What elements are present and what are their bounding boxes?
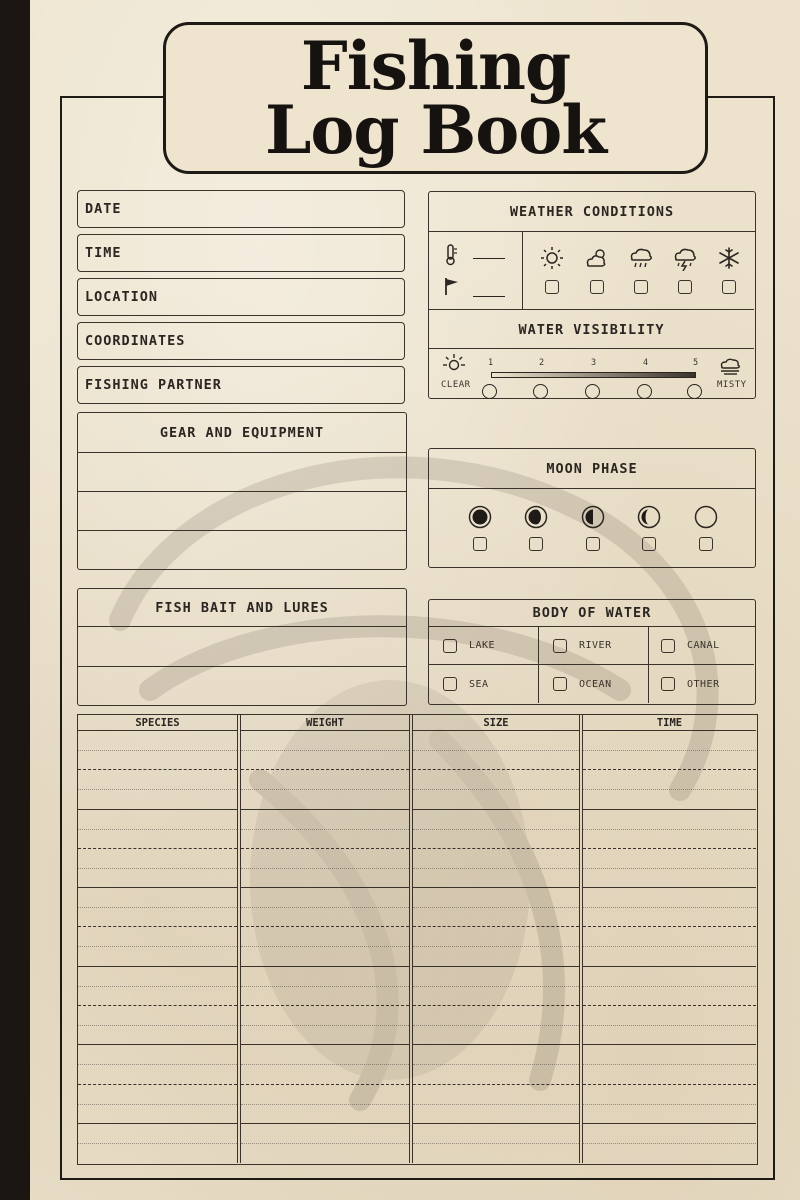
half-moon-icon — [581, 505, 605, 529]
table-cell[interactable] — [78, 1045, 237, 1084]
cell-dotted-guide — [78, 810, 237, 830]
table-cell[interactable] — [241, 1124, 409, 1163]
scale-2-label: 2 — [539, 358, 545, 368]
column-header-weight: WEIGHT — [241, 715, 409, 731]
cell-dotted-guide — [583, 810, 756, 830]
bait-section — [77, 588, 407, 706]
cell-dotted-guide — [78, 1045, 237, 1065]
coordinates-field[interactable] — [77, 322, 405, 360]
temp-wind-cell — [429, 232, 523, 309]
cell-dotted-guide — [241, 927, 409, 947]
option-ocean[interactable] — [539, 665, 649, 703]
scale-4-label: 4 — [643, 358, 649, 368]
table-cell[interactable] — [78, 1085, 237, 1124]
sea-label: SEA — [469, 678, 489, 690]
title-banner — [163, 22, 708, 174]
table-cell[interactable] — [583, 731, 756, 770]
cell-dotted-guide — [583, 888, 756, 908]
cell-dotted-guide — [583, 849, 756, 869]
table-cell[interactable] — [241, 888, 409, 927]
catch-table — [77, 714, 758, 1165]
table-cell[interactable] — [78, 927, 237, 966]
table-cell[interactable] — [413, 967, 579, 1006]
misty-label: MISTY — [717, 380, 747, 390]
other-label: OTHER — [687, 678, 720, 690]
weather-row — [429, 232, 754, 310]
weather-header — [429, 192, 755, 232]
book-spine — [0, 0, 30, 1200]
cell-dotted-guide — [413, 1085, 579, 1105]
table-cell[interactable] — [413, 1124, 579, 1163]
cell-dotted-guide — [413, 1045, 579, 1065]
storm-checkbox[interactable] — [678, 280, 692, 294]
visibility-radio-5[interactable] — [687, 384, 702, 399]
cell-dotted-guide — [583, 1045, 756, 1065]
weather-section — [428, 191, 756, 399]
snowflake-icon — [717, 246, 741, 270]
scale-5-label: 5 — [693, 358, 699, 368]
wind-blank[interactable] — [473, 296, 505, 297]
waxing-moon-checkbox[interactable] — [529, 537, 543, 551]
cell-dotted-guide — [241, 770, 409, 790]
lake-checkbox[interactable] — [443, 639, 457, 653]
cell-dotted-guide — [583, 1124, 756, 1144]
canal-checkbox[interactable] — [661, 639, 675, 653]
table-cell[interactable] — [241, 849, 409, 888]
visibility-radio-4[interactable] — [637, 384, 652, 399]
option-sea[interactable] — [429, 665, 539, 703]
table-cell[interactable] — [413, 1085, 579, 1124]
ocean-label: OCEAN — [579, 678, 612, 690]
cell-dotted-guide — [78, 967, 237, 987]
new-moon-icon — [694, 505, 718, 529]
gear-header — [78, 413, 406, 453]
table-cell[interactable] — [583, 1045, 756, 1084]
half-moon-checkbox[interactable] — [586, 537, 600, 551]
location-label: LOCATION — [85, 289, 159, 305]
table-cell[interactable] — [583, 810, 756, 849]
river-checkbox[interactable] — [553, 639, 567, 653]
column-weight — [241, 715, 413, 1163]
column-header-time: TIME — [583, 715, 756, 731]
bait-line[interactable] — [78, 667, 406, 704]
crescent-moon-checkbox[interactable] — [642, 537, 656, 551]
column-header-species: SPECIES — [78, 715, 237, 731]
title-line-2: Log Book — [264, 91, 607, 169]
table-cell[interactable] — [583, 849, 756, 888]
table-cell[interactable] — [583, 1085, 756, 1124]
sea-checkbox[interactable] — [443, 677, 457, 691]
cell-dotted-guide — [583, 770, 756, 790]
fishing-partner-label: FISHING PARTNER — [85, 377, 222, 393]
fishing-partner-field[interactable] — [77, 366, 405, 404]
fog-misty-icon — [717, 356, 743, 376]
cell-dotted-guide — [583, 1006, 756, 1026]
cell-dotted-guide — [78, 770, 237, 790]
visibility-radio-2[interactable] — [533, 384, 548, 399]
new-moon-checkbox[interactable] — [699, 537, 713, 551]
river-label: RIVER — [579, 640, 612, 651]
storm-icon — [672, 245, 698, 271]
cell-dotted-guide — [413, 770, 579, 790]
table-cell[interactable] — [241, 927, 409, 966]
gear-line[interactable] — [78, 531, 406, 568]
table-cell[interactable] — [413, 810, 579, 849]
cell-dotted-guide — [413, 731, 579, 751]
cell-dotted-guide — [78, 849, 237, 869]
full-moon-checkbox[interactable] — [473, 537, 487, 551]
cell-dotted-guide — [241, 1006, 409, 1026]
title-line-1: Fishing — [300, 27, 571, 105]
table-cell[interactable] — [583, 927, 756, 966]
gear-section — [77, 412, 407, 570]
bait-line[interactable] — [78, 627, 406, 667]
weather-label: WEATHER CONDITIONS — [509, 203, 675, 220]
waxing-moon-icon — [524, 505, 548, 529]
cell-dotted-guide — [241, 849, 409, 869]
water-body-header — [429, 600, 755, 627]
cell-dotted-guide — [241, 967, 409, 987]
table-cell[interactable] — [78, 1124, 237, 1163]
wind-flag-icon — [443, 276, 461, 296]
cell-dotted-guide — [78, 1006, 237, 1026]
table-cell[interactable] — [413, 849, 579, 888]
cell-dotted-guide — [583, 967, 756, 987]
cell-dotted-guide — [583, 927, 756, 947]
moon-header — [429, 449, 755, 489]
cell-dotted-guide — [583, 1085, 756, 1105]
visibility-gradient-bar — [491, 372, 696, 378]
cell-dotted-guide — [413, 849, 579, 869]
cell-dotted-guide — [413, 1124, 579, 1144]
gear-line[interactable] — [78, 453, 406, 492]
moon-label: MOON PHASE — [546, 460, 638, 477]
gear-line[interactable] — [78, 492, 406, 531]
water-body-grid — [429, 627, 754, 703]
cell-dotted-guide — [78, 731, 237, 751]
table-cell[interactable] — [78, 888, 237, 927]
crescent-moon-icon — [637, 505, 661, 529]
table-cell[interactable] — [241, 810, 409, 849]
partly-cloudy-icon — [584, 246, 610, 270]
table-cell[interactable] — [241, 967, 409, 1006]
catch-table-columns — [78, 715, 756, 1163]
water-body-label: BODY OF WATER — [532, 605, 652, 621]
clear-label: CLEAR — [441, 380, 471, 390]
column-species — [78, 715, 241, 1163]
column-header-size: SIZE — [413, 715, 579, 731]
cell-dotted-guide — [241, 1124, 409, 1144]
date-label: DATE — [85, 201, 122, 217]
table-cell[interactable] — [583, 770, 756, 809]
option-river[interactable] — [539, 627, 649, 665]
sun-clear-icon — [443, 354, 465, 374]
cell-dotted-guide — [413, 1006, 579, 1026]
lake-label: LAKE — [469, 640, 496, 651]
table-cell[interactable] — [583, 967, 756, 1006]
table-cell[interactable] — [78, 849, 237, 888]
table-cell[interactable] — [78, 967, 237, 1006]
scale-1-label: 1 — [488, 358, 494, 368]
partly-cloudy-checkbox[interactable] — [590, 280, 604, 294]
location-field[interactable] — [77, 278, 405, 316]
cell-dotted-guide — [241, 810, 409, 830]
snow-checkbox[interactable] — [722, 280, 736, 294]
thermometer-icon — [443, 244, 459, 266]
table-cell[interactable] — [413, 888, 579, 927]
visibility-radio-3[interactable] — [585, 384, 600, 399]
cell-dotted-guide — [583, 731, 756, 751]
sun-icon — [540, 246, 564, 270]
rain-icon — [628, 245, 654, 271]
date-field[interactable] — [77, 190, 405, 228]
table-cell[interactable] — [413, 1045, 579, 1084]
cell-dotted-guide — [413, 967, 579, 987]
column-time — [583, 715, 756, 1163]
cell-dotted-guide — [78, 1085, 237, 1105]
bait-label: FISH BAIT AND LURES — [155, 599, 329, 616]
moon-section — [428, 448, 756, 568]
temperature-blank[interactable] — [473, 258, 505, 259]
table-cell[interactable] — [241, 1045, 409, 1084]
table-cell[interactable] — [583, 888, 756, 927]
time-label: TIME — [85, 245, 122, 261]
full-moon-icon — [468, 505, 492, 529]
table-cell[interactable] — [241, 1085, 409, 1124]
table-cell[interactable] — [583, 1124, 756, 1163]
table-cell[interactable] — [78, 731, 237, 770]
table-cell[interactable] — [413, 731, 579, 770]
table-cell[interactable] — [78, 1006, 237, 1045]
table-cell[interactable] — [241, 731, 409, 770]
table-cell[interactable] — [413, 927, 579, 966]
cell-dotted-guide — [78, 927, 237, 947]
coordinates-label: COORDINATES — [85, 333, 186, 349]
visibility-radio-1[interactable] — [482, 384, 497, 399]
column-size — [413, 715, 583, 1163]
option-lake[interactable] — [429, 627, 539, 665]
cell-dotted-guide — [413, 888, 579, 908]
visibility-scale — [429, 350, 754, 397]
visibility-header — [429, 311, 754, 349]
visibility-label: WATER VISIBILITY — [518, 321, 665, 338]
cell-dotted-guide — [78, 888, 237, 908]
option-canal[interactable] — [649, 627, 754, 665]
sun-checkbox[interactable] — [545, 280, 559, 294]
rain-checkbox[interactable] — [634, 280, 648, 294]
cell-dotted-guide — [413, 927, 579, 947]
table-cell[interactable] — [78, 770, 237, 809]
table-cell[interactable] — [413, 1006, 579, 1045]
cell-dotted-guide — [241, 1045, 409, 1065]
cell-dotted-guide — [241, 731, 409, 751]
cell-dotted-guide — [413, 810, 579, 830]
table-cell[interactable] — [241, 770, 409, 809]
time-field[interactable] — [77, 234, 405, 272]
other-checkbox[interactable] — [661, 677, 675, 691]
cell-dotted-guide — [78, 1124, 237, 1144]
table-cell[interactable] — [241, 1006, 409, 1045]
water-body-section — [428, 599, 756, 705]
canal-label: CANAL — [687, 640, 720, 651]
table-cell[interactable] — [583, 1006, 756, 1045]
cell-dotted-guide — [241, 1085, 409, 1105]
cell-dotted-guide — [241, 888, 409, 908]
option-other[interactable] — [649, 665, 754, 703]
bait-header — [78, 589, 406, 627]
table-cell[interactable] — [413, 770, 579, 809]
scale-3-label: 3 — [591, 358, 597, 368]
ocean-checkbox[interactable] — [553, 677, 567, 691]
table-cell[interactable] — [78, 810, 237, 849]
gear-label: GEAR AND EQUIPMENT — [159, 424, 325, 441]
